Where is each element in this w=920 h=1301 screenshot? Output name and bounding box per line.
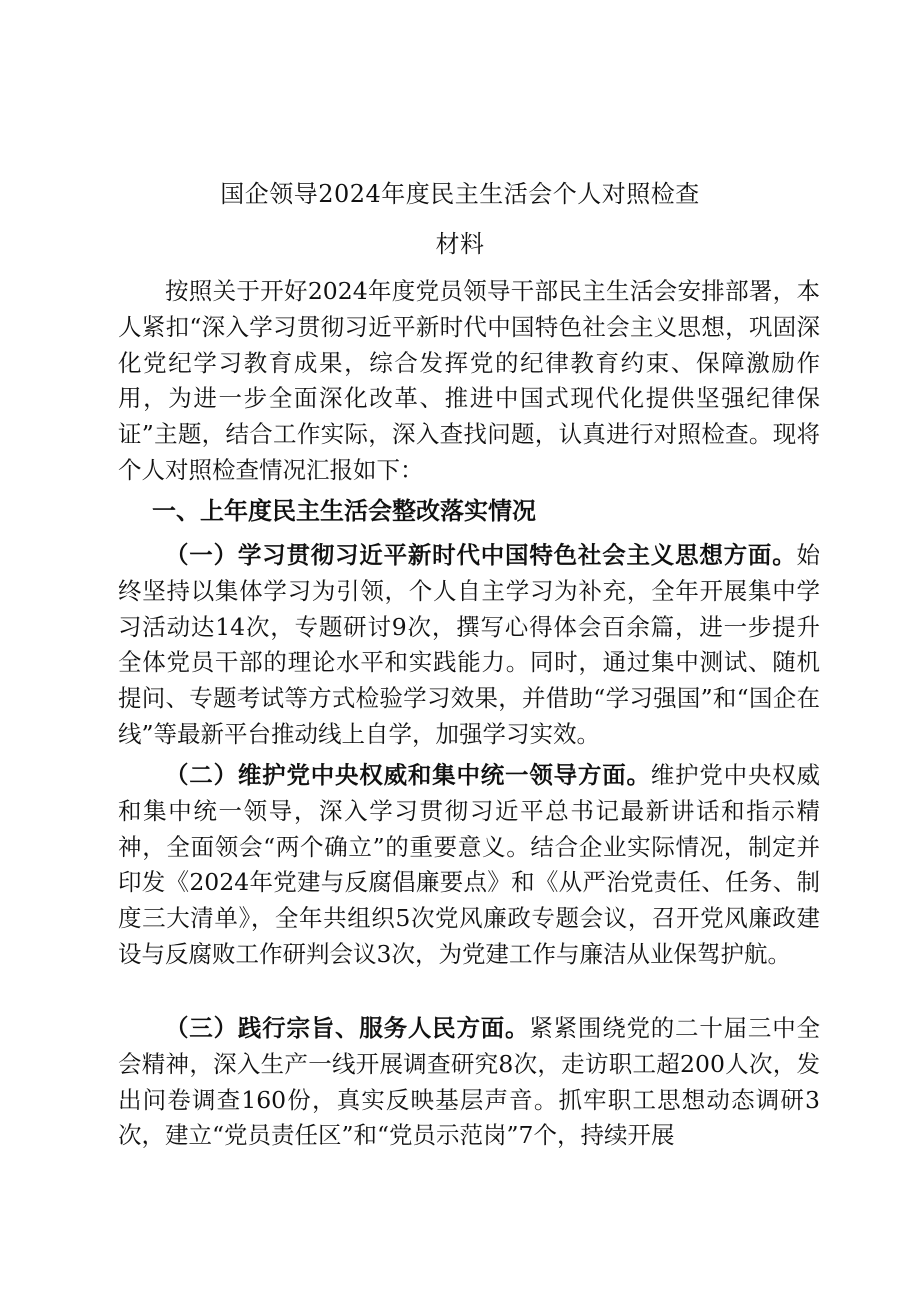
section-paragraph-2 bbox=[118, 758, 820, 973]
intro-paragraph: 按照关于开好2024年度党员领导干部民主生活会安排部署，本人紧扣“深入学习贯彻习近平新时代中国特色社会主义思想，巩固深化党纪学习教育成果，综合发挥党的纪律教育约束、保障激励作用，为进一步全面深化改革、推进中国式现代化提供坚强纪律保证”主题，结合工作实际，深入查找问题，认真进行对照检查。现将个人对照检查情况汇报如下： bbox=[118, 277, 820, 484]
document-title: 国企领导2024年度民主生活会个人对照检查 bbox=[220, 180, 700, 208]
section-heading: 一、上年度民主生活会整改落实情况 bbox=[152, 497, 536, 525]
document-title-continued: 材料 bbox=[435, 230, 485, 258]
subheading-1: （一）学习贯彻习近平新时代中国特色社会主义思想方面。 bbox=[165, 541, 797, 569]
subheading-2: （二）维护党中央权威和集中统一领导方面。 bbox=[165, 761, 651, 789]
paragraph-text-2: 维护党中央权威和集中统一领导，深入学习贯彻习近平总书记最新讲话和指示精神，全面领会“两个确立”的重要意义。结合企业实际情况，制定并印发《2024年党建与反腐倡廉要点》和《从严治党责任、任务、制度三大清单》，全年共组织5次党风廉政专题会议，召开党风廉政建设与反腐败工作研判会议3次，为党建工作与廉洁从业保驾护航。 bbox=[118, 761, 821, 968]
paragraph-text-1: 始终坚持以集体学习为引领，个人自主学习为补充，全年开展集中学习活动达14次，专题研讨9次，撰写心得体会百余篇，进一步提升全体党员干部的理论水平和实践能力。同时，通过集中测试、随机提问、专题考试等方式检验学习效果，并借助“学习强国”和“国企在线”等最新平台推动线上自学，加强学习实效。 bbox=[118, 541, 820, 748]
section-paragraph-1 bbox=[118, 538, 820, 753]
section-paragraph-3 bbox=[118, 1011, 820, 1154]
paragraph-text-3: 紧紧围绕党的二十届三中全会精神，深入生产一线开展调查研究8次，走访职工超200人次，发出问卷调查160份，真实反映基层声音。抓牢职工思想动态调研3次，建立“党员责任区”和“党员示范岗”7个，持续开展 bbox=[118, 1014, 821, 1150]
subheading-3: （三）践行宗旨、服务人民方面。 bbox=[165, 1014, 530, 1042]
